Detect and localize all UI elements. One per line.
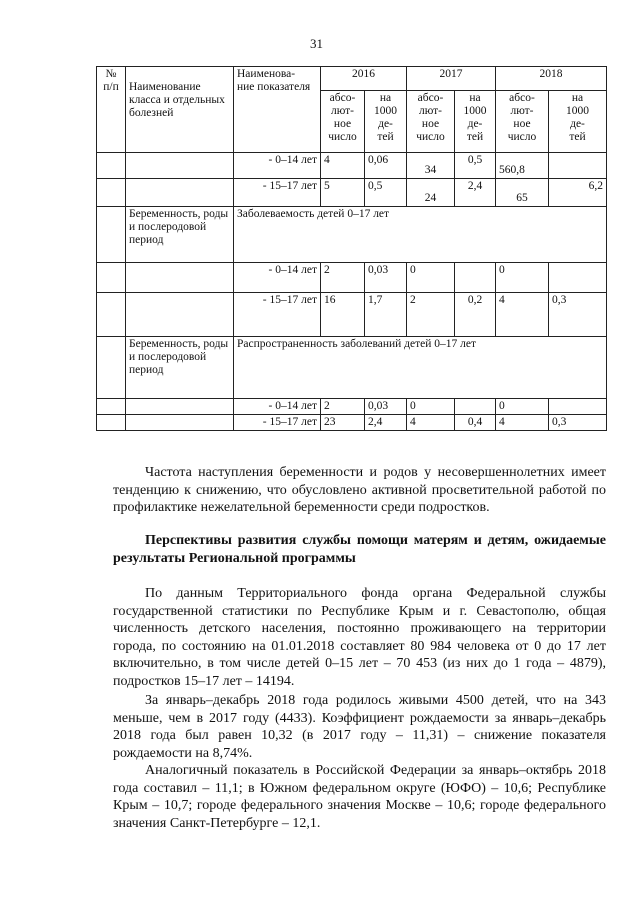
header-abs-2017: абсо- лют- ное число xyxy=(407,91,455,153)
section-class-name: Беременность, роды и послеродовой период xyxy=(126,337,234,399)
header-per1000-2017: на 1000 де- тей xyxy=(455,91,496,153)
section-heading: Перспективы развития службы помощи матерям и детям, ожидаемые результаты Региональной программы xyxy=(113,533,606,566)
section-title: Заболеваемость детей 0–17 лет xyxy=(234,207,607,263)
header-per1000-2018: на 1000 де- тей xyxy=(549,91,607,153)
header-year-2016: 2016 xyxy=(321,67,407,91)
table-row: - 15–17 лет 5 0,5 24 2,4 65 6,2 xyxy=(97,179,607,207)
paragraph-births: За январь–декабрь 2018 года родилось живыми 4500 детей, что на 343 меньше, чем в 2017 году (4433). Коэффициент рождаемости за январь–декабрь 2018 года был равен 10,32 (в 2017 году – 11,31) – снижение показателя рождаемости на 8,74%. xyxy=(113,693,606,761)
header-abs-2018: абсо- лют- ное число xyxy=(496,91,549,153)
header-year-2017: 2017 xyxy=(407,67,496,91)
page-number: 31 xyxy=(310,36,323,51)
table-row: - 15–17 лет 16 1,7 2 0,2 4 0,3 xyxy=(97,293,607,337)
section-class-name: Беременность, роды и послеродовой период xyxy=(126,207,234,263)
header-year-2018: 2018 xyxy=(496,67,607,91)
statistics-table xyxy=(96,66,607,431)
paragraph-pregnancy-trend: Частота наступления беременности и родов у несовершеннолетних имеет тенденцию к снижению, что обусловлено активной просветительной работой по профилактике нежелательной беременности среди подростков. xyxy=(113,465,606,515)
paragraph-comparison: Аналогичный показатель в Российской Федерации за январь–октябрь 2018 года составил – 11,1; в Южном федеральном округе (ЮФО) – 10,6; Республике Крым – 10,7; городе федерального значения Москве – 10,6; городе федерального значения Санкт-Петербурге – 12,1. xyxy=(113,763,606,831)
paragraph-population: По данным Территориального фонда органа Федеральной службы государственной статистики по Республике Крым и г. Севастополю, общая численность детского населения, постоянно проживающего на территории города, по состоянию на 01.01.2018 составляет 80 984 человека от 0 до 17 лет включительно, в том числе детей 0–15 лет – 70 453 (из них до 1 года – 4879), подростков 15–17 лет – 14194. xyxy=(113,586,606,689)
header-per1000-2016: на 1000 де- тей xyxy=(365,91,407,153)
header-indicator: Наименова- ние показателя xyxy=(234,67,321,153)
table-row: - 15–17 лет 23 2,4 4 0,4 4 0,3 xyxy=(97,415,607,431)
header-abs-2016: абсо- лют- ное число xyxy=(321,91,365,153)
section-title: Распространенность заболеваний детей 0–17 лет xyxy=(234,337,607,399)
table-row: - 0–14 лет 2 0,03 0 0 xyxy=(97,263,607,293)
header-class-name: Наименование класса и отдельных болезней xyxy=(126,67,234,153)
table-row xyxy=(97,337,607,399)
header-number: № п/п xyxy=(97,67,126,153)
table-row xyxy=(97,207,607,263)
table-row: - 0–14 лет 2 0,03 0 0 xyxy=(97,399,607,415)
table-row: - 0–14 лет 4 0,06 34 0,5 560,8 xyxy=(97,153,607,179)
